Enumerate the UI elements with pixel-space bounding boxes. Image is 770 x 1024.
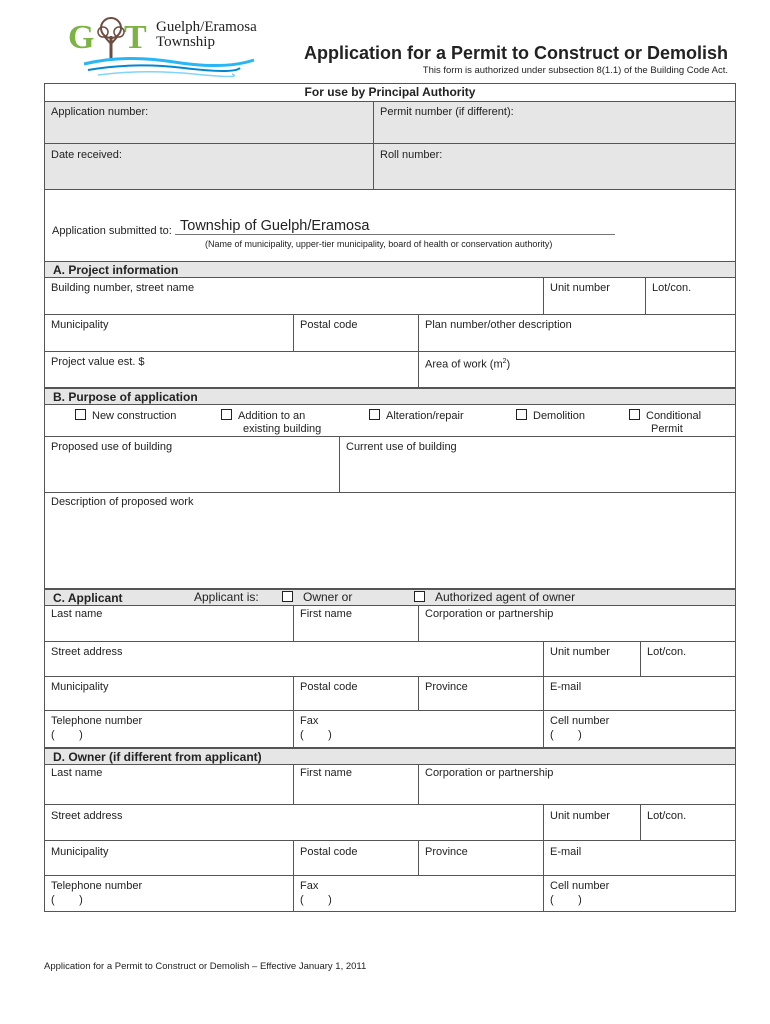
a-municipality-field[interactable] <box>45 315 293 352</box>
application-number-label: Application number: <box>51 106 149 118</box>
option-conditional[interactable]: Conditional <box>629 409 701 423</box>
d-postal-label: Postal code <box>300 846 358 858</box>
proposed-use-label: Proposed use of building <box>51 441 173 453</box>
a-postal-label: Postal code <box>300 319 358 331</box>
section-b-body <box>44 405 736 589</box>
section-d-body <box>44 765 736 912</box>
d-cell-parens: ( ) <box>550 894 582 906</box>
c-postal-label: Postal code <box>300 681 358 693</box>
area-label: Area of work (m <box>425 358 503 371</box>
option-conditional-line2: Permit <box>651 423 683 435</box>
section-d-heading: D. Owner (if different from applicant) <box>44 748 736 765</box>
area-field[interactable] <box>418 352 735 388</box>
d-municipality-label: Municipality <box>51 846 109 858</box>
submitted-field[interactable] <box>175 216 615 235</box>
submitted-value: Township of Guelph/Eramosa <box>180 218 370 234</box>
a-municipality-label: Municipality <box>51 319 109 331</box>
area-sup: 2 <box>502 358 507 365</box>
d-telephone-field[interactable] <box>45 876 293 912</box>
c-cell-label: Cell number <box>550 715 610 727</box>
d-last-name-label: Last name <box>51 767 103 779</box>
d-email-label: E-mail <box>550 846 582 858</box>
page-title: Application for a Permit to Construct or Demolish <box>303 43 728 63</box>
a-unit-label: Unit number <box>550 282 610 294</box>
applicant-is-label: Applicant is: <box>194 590 259 604</box>
svg-text:T: T <box>124 19 147 56</box>
logo-line1: Guelph/Eramosa <box>156 19 257 35</box>
c-lot-label: Lot/con. <box>647 646 687 658</box>
d-fax-field[interactable] <box>293 876 543 912</box>
permit-number-label: Permit number (if different): <box>380 106 514 118</box>
d-cell-label: Cell number <box>550 880 610 892</box>
checkbox-icon[interactable] <box>629 409 640 420</box>
applicant-agent-option[interactable]: Authorized agent of owner <box>414 591 575 604</box>
checkbox-icon[interactable] <box>282 591 293 602</box>
section-a-heading: A. Project information <box>44 261 736 278</box>
d-corporation-field[interactable] <box>418 765 735 805</box>
submitted-label: Application submitted to: <box>52 225 172 237</box>
c-corporation-label: Corporation or partnership <box>425 608 554 620</box>
option-demolition[interactable]: Demolition <box>516 409 585 423</box>
d-fax-parens: ( ) <box>300 894 332 906</box>
building-label: Building number, street name <box>51 282 195 294</box>
d-fax-label: Fax <box>300 880 319 892</box>
checkbox-icon[interactable] <box>414 591 425 602</box>
section-a-body <box>44 278 736 388</box>
c-email-label: E-mail <box>550 681 582 693</box>
checkbox-icon[interactable] <box>369 409 380 420</box>
c-first-name-label: First name <box>300 608 352 620</box>
a-unit-field[interactable] <box>543 278 645 315</box>
application-number-field[interactable] <box>45 102 373 144</box>
c-telephone-label: Telephone number <box>51 715 143 727</box>
purpose-options <box>45 405 735 437</box>
building-field[interactable] <box>45 278 543 315</box>
submitted-note: (Name of municipality, upper-tier municipality, board of health or conservation authority) <box>205 239 553 249</box>
option-addition-line2: existing building <box>243 423 322 435</box>
applicant-owner-option[interactable]: Owner or <box>282 591 352 604</box>
roll-number-label: Roll number: <box>380 149 443 161</box>
current-use-field[interactable] <box>339 437 735 493</box>
checkbox-icon[interactable] <box>221 409 232 420</box>
plan-label: Plan number/other description <box>425 319 572 331</box>
area-close: ) <box>506 358 511 371</box>
description-field[interactable] <box>45 493 735 589</box>
d-province-label: Province <box>425 846 468 858</box>
d-province-field[interactable] <box>418 841 543 876</box>
checkbox-icon[interactable] <box>516 409 527 420</box>
d-postal-field[interactable] <box>293 841 418 876</box>
c-corporation-field[interactable] <box>418 606 735 642</box>
d-lot-field[interactable] <box>640 805 735 841</box>
c-unit-label: Unit number <box>550 646 610 658</box>
c-cell-field[interactable] <box>543 711 735 748</box>
d-first-name-label: First name <box>300 767 352 779</box>
c-street-field[interactable] <box>45 642 543 677</box>
plan-field[interactable] <box>418 315 735 352</box>
c-first-name-field[interactable] <box>293 606 418 642</box>
a-postal-field[interactable] <box>293 315 418 352</box>
roll-number-field[interactable] <box>373 144 735 189</box>
c-fax-parens: ( ) <box>300 729 332 741</box>
proposed-use-field[interactable] <box>45 437 339 493</box>
c-email-field[interactable] <box>543 677 735 711</box>
option-alteration[interactable]: Alteration/repair <box>369 409 464 423</box>
d-unit-label: Unit number <box>550 810 610 822</box>
d-corporation-label: Corporation or partnership <box>425 767 554 779</box>
date-received-label: Date received: <box>51 149 122 161</box>
section-c-title: C. Applicant <box>53 591 123 605</box>
tree-icon <box>98 18 124 58</box>
c-last-name-field[interactable] <box>45 606 293 642</box>
project-value-field[interactable] <box>45 352 418 388</box>
section-b-heading: B. Purpose of application <box>44 388 736 405</box>
page-footer: Application for a Permit to Construct or Demolish – Effective January 1, 2011 <box>44 961 367 972</box>
c-fax-field[interactable] <box>293 711 543 748</box>
logo-line2: Township <box>156 34 215 50</box>
c-municipality-field[interactable] <box>45 677 293 711</box>
project-value-label: Project value est. $ <box>51 356 145 368</box>
c-province-label: Province <box>425 681 468 693</box>
d-last-name-field[interactable] <box>45 765 293 805</box>
authority-heading: For use by Principal Authority <box>45 84 735 102</box>
c-unit-field[interactable] <box>543 642 640 677</box>
permit-number-field[interactable] <box>373 102 735 144</box>
c-postal-field[interactable] <box>293 677 418 711</box>
d-email-field[interactable] <box>543 841 735 876</box>
c-municipality-label: Municipality <box>51 681 109 693</box>
date-received-field[interactable] <box>45 144 373 189</box>
d-street-label: Street address <box>51 810 123 822</box>
d-first-name-field[interactable] <box>293 765 418 805</box>
a-lot-label: Lot/con. <box>652 282 692 294</box>
section-c-body <box>44 606 736 748</box>
page-subtitle: This form is authorized under subsection 8(1.1) of the Building Code Act. <box>422 65 728 76</box>
option-new-construction[interactable]: New construction <box>75 409 176 423</box>
svg-text:G: G <box>68 19 95 56</box>
d-municipality-field[interactable] <box>45 841 293 876</box>
d-telephone-parens: ( ) <box>51 894 83 906</box>
d-telephone-label: Telephone number <box>51 880 143 892</box>
c-lot-field[interactable] <box>640 642 735 677</box>
current-use-label: Current use of building <box>346 441 457 453</box>
d-lot-label: Lot/con. <box>647 810 687 822</box>
a-lot-field[interactable] <box>645 278 735 315</box>
c-telephone-parens: ( ) <box>51 729 83 741</box>
section-c-heading <box>44 589 736 606</box>
d-unit-field[interactable] <box>543 805 640 841</box>
c-telephone-field[interactable] <box>45 711 293 748</box>
c-last-name-label: Last name <box>51 608 103 620</box>
township-logo <box>64 14 264 78</box>
authority-box <box>44 83 736 190</box>
c-fax-label: Fax <box>300 715 319 727</box>
c-cell-parens: ( ) <box>550 729 582 741</box>
checkbox-icon[interactable] <box>75 409 86 420</box>
description-label: Description of proposed work <box>51 496 194 508</box>
option-addition[interactable]: Addition to an <box>221 409 305 423</box>
c-street-label: Street address <box>51 646 123 658</box>
d-cell-field[interactable] <box>543 876 735 912</box>
c-province-field[interactable] <box>418 677 543 711</box>
d-street-field[interactable] <box>45 805 543 841</box>
